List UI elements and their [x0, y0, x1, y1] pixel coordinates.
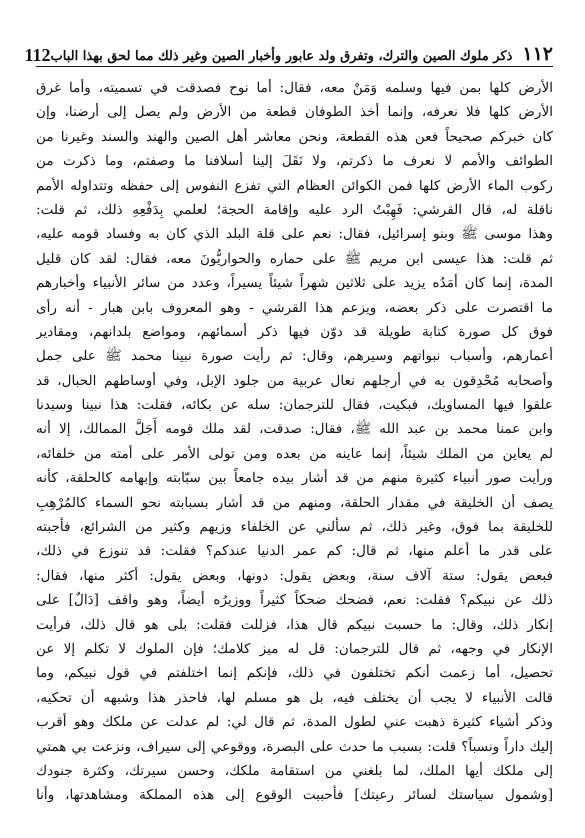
text-line: الطوائف والأمم لا نعرف ما ذكرتم، ولا نَقَلَ إلينا أسلافنا ما وصفتم، وما ذكرت من	[36, 153, 553, 170]
text-line: وأصحابه مُحْدِقون به في أرجلهم نعال عربية من جلود الإبل، وفي أوساطهم الحبال، قد	[36, 372, 553, 389]
text-line: الأرض كلها فلا نعرفه، وإنما أخذ الطوفان قطعة من الأرض ولم يصل إلى أرضنا، وإن	[36, 104, 553, 121]
text-line: قالت الأنبياء لا يجب أن يختلف فيه، بل هو مسلم لها، فاحذر هذا وشبهه أن تحكيه،	[36, 689, 553, 706]
text-line: [وشمول سياستك لسائر رعيتك] فأحببت الوقوع إلى هذه المملكة ومشاهدتها، وأنا	[36, 787, 553, 804]
text-line: ركوب الماء الأرض كلها فمن الكوائن العظام التي تفزع النفوس إلى حفظه وتتداوله الأمم	[36, 177, 553, 194]
text-line: للخليقة بما فوق، وغير ذلك، ثم سألني عن الخلفاء وزيهم وكثير من الشرائع، فأجبته	[36, 519, 553, 536]
page-number-arabic: ١١٢	[522, 43, 553, 65]
text-line: وذكر أشياء كثيرة ذهبت عني لطول المدة، ثم قال لي: لم عدلت عن ملكك وهو أقرب	[36, 714, 553, 731]
text-line: على قدر ما أعلم منها، ثم قال: كم عمر الدنيا عندكم؟ فقلت: قد تنوزع في ذلك،	[36, 543, 553, 560]
text-line: يصف أن الخليقة في مقدار الحلقة، ومنهم من قد أشار بسبابته نحو السماء كالمُرْهِبِ	[36, 494, 553, 511]
text-line: تحصيل، أما زعمت أنكم تختلفون في ذلك، فإنكم إنما اختلفتم في قول نبيكم، وما	[36, 665, 553, 682]
text-line: كان خبركم صحيحاً فعن هذه القطعة، ونحن معاشر أهل الصين والهند والسند وغيرنا من	[36, 128, 553, 145]
text-line: ثم قلت: هذا عيسى ابن مريم ﷺ على حماره والحواريُّونَ معه، فقال: لقد كان قليل	[36, 250, 553, 267]
page-number-latin: 112	[24, 45, 51, 65]
text-line: إلى ملكك أيها الملك، لما بلغني من استقامة ملكك، وحسن سيرتك، وكثرة جنودك	[36, 762, 553, 779]
text-line: فبعض يقول: ستة آلاف سنة، وبعض يقول: دونها، وبعض يقول: أكثر منها، فقال:	[36, 567, 553, 584]
body-text	[36, 76, 553, 808]
page-header	[24, 40, 553, 67]
text-line: فوق كل صورة كتابة طويلة قد دوّن فيها ذكر أسمائهم، ومواضع بلدانهم، ومقادير	[36, 323, 553, 340]
text-line: ورأيت صور أنبياء كثيرة منهم من قد أشار بيده جامعاً بين سبّابته وإبهامه كالحلقة، كأنه	[36, 470, 553, 487]
text-line: إنكار ذلك، وقال: ما حسبت نبيكم قال هذا، فزللت فقلت: بلى هو قال ذلك، فرأيت	[36, 616, 553, 633]
text-line: إليك داراً ونسباً؟ قلت: بسبب ما حدث على البصرة، ووقوعي إلى سيراف، ونزعت بي همتي	[36, 738, 553, 755]
text-line: أعمارهم، وأسباب نبواتهم وسيرهم، وقال: ثم رأيت صورة نبينا محمد ﷺ على جمل	[36, 348, 553, 365]
text-line: ذلك عن نبيكم؟ فقلت: نعم، فضحك ضحكاً كثيراً ووزيرُه أيضاً، وهو واقف [دَالٌ] على	[36, 592, 553, 609]
text-line: ما اقتصرت على ذكر بعضه، ويزعم هذا القرشي - وهو المعروف بابن هبار - أنه رأى	[36, 299, 553, 316]
running-title: ذكر ملوك الصين والترك، وتفرق ولد عابور وأخبار الصين وغير ذلك مما لحق بهذا الباب	[50, 49, 513, 64]
text-line: وابن عمنا محمد بن عبد الله ﷺ، فقال: صدقت، لقد ملك قومه أَجَلَّ الممالك، إلا أنه	[36, 421, 553, 438]
text-line: المدة، إنما كان أمَدُه يزيد على ثلاثين شهراً شيئاً يسيراً، وعدد من سائر الأنبياء وأخبارهم	[36, 275, 553, 292]
text-line: ناقلة له، قال القرشي: فَهِبْتُ الرد عليه وإقامة الحجة؛ لعلمي بِدَفْعِهِ ذلك، ثم قلت:	[36, 201, 553, 218]
text-line: وهذا موسى ﷺ وبنو إسرائيل، فقال: نعم على قلة البلد الذي كان به وفساد قومه عليه،	[36, 226, 553, 243]
text-line: علقوا فيها المساويك، فبكيت، فقال للترجمان: سله عن بكائه، فقلت: هذا نبينا وسيدنا	[36, 397, 553, 414]
text-line: الأرض كلها بمن فيها وسلمه وَمَنْ معه، فقال: أما نوح فصدقت في تسميته، وأما غرق	[36, 80, 553, 96]
text-line: لم يعاين من الملك شيئاً، إنما عاينه من بعده ومن تولى الأمر على أمته من خلفائه،	[36, 445, 553, 462]
text-line: الإنكار في وجهه، ثم قال للترجمان: قل له ميز كلامك؛ فإن الملوك لا تكلم إلا عن	[36, 640, 553, 657]
